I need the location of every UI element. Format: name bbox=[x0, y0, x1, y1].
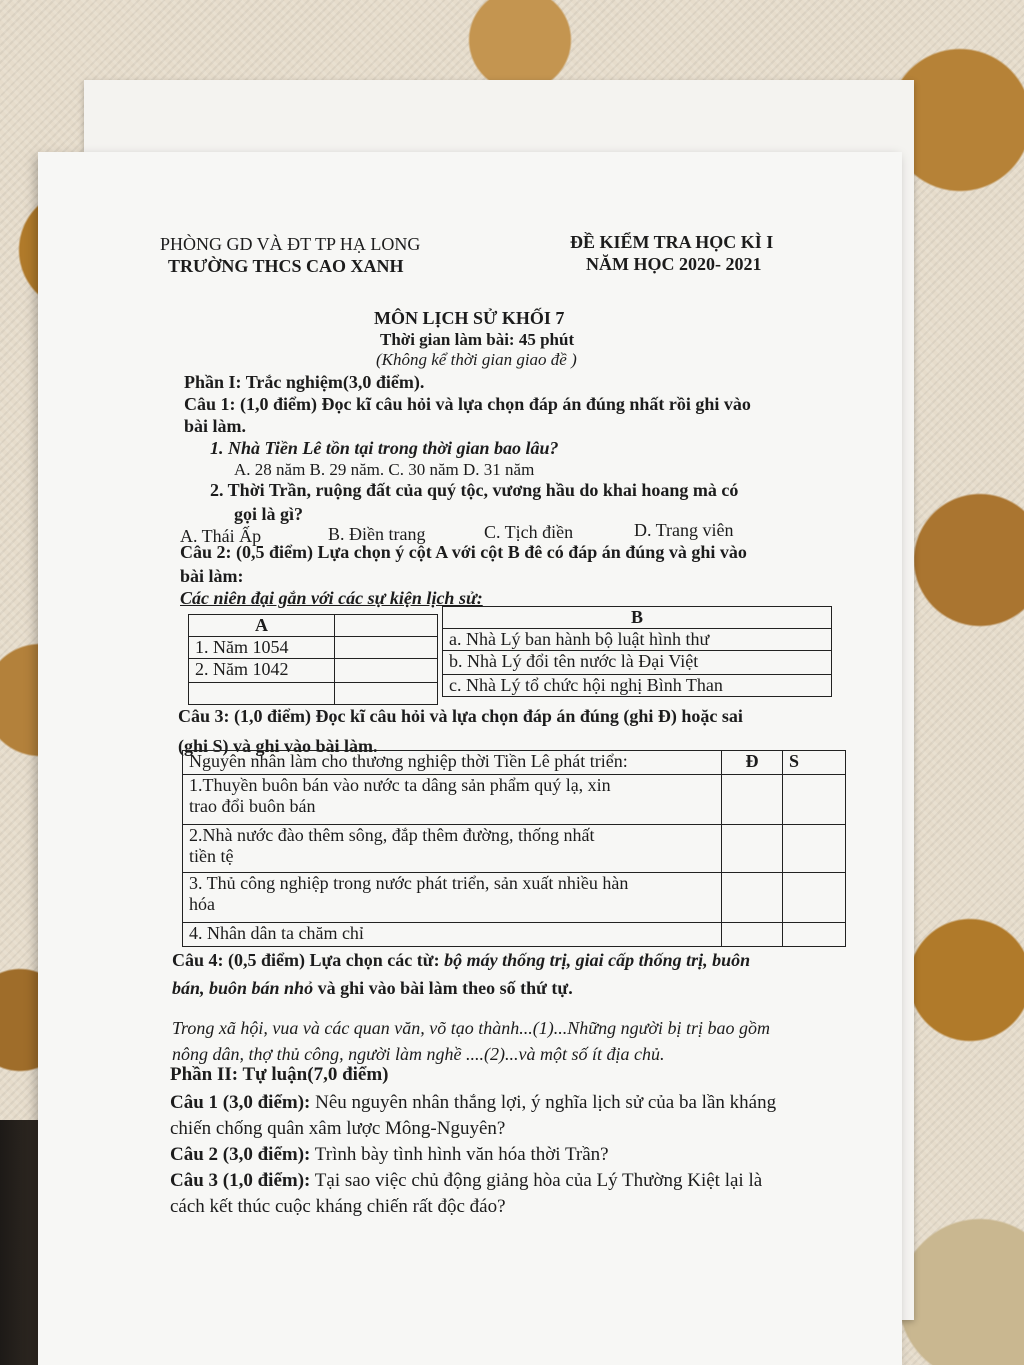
exam-time-note: (Không kể thời gian giao đề ) bbox=[376, 350, 577, 369]
q4-prompt-line1 bbox=[172, 950, 750, 971]
q2-b-row: a. Nhà Lý ban hành bộ luật hình thư bbox=[443, 629, 832, 651]
q3-row bbox=[183, 923, 722, 947]
exam-sheet bbox=[38, 152, 902, 1365]
q2-table-a-spacer bbox=[335, 615, 438, 637]
q1-item1-answers: A. 28 năm B. 29 năm. C. 30 năm D. 31 năm bbox=[234, 460, 535, 479]
q4-text-line2: nông dân, thợ thủ công, người làm nghề ....(2)...và một số ít địa chủ. bbox=[172, 1044, 665, 1064]
q2-a-answer-cell bbox=[335, 637, 438, 659]
q1-item2-line2: gọi là gì? bbox=[234, 504, 304, 524]
subject-title: MÔN LỊCH SỬ KHỐI 7 bbox=[374, 308, 565, 328]
essay-q1-text: Nêu nguyên nhân thắng lợi, ý nghĩa lịch sử của ba lần kháng bbox=[310, 1092, 777, 1113]
q3-row-text: hóa bbox=[189, 894, 215, 914]
q2-b-row: c. Nhà Lý tổ chức hội nghị Bình Than bbox=[443, 675, 832, 697]
school-name: TRƯỜNG THCS CAO XANH bbox=[168, 256, 404, 276]
q2-a-answer-cell bbox=[335, 659, 438, 683]
q3-row bbox=[183, 873, 722, 923]
q3-row bbox=[183, 825, 722, 873]
q3-row-text: 4. Nhân dân ta chăm chỉ bbox=[189, 923, 364, 943]
q2-caption: Các niên đại gắn với các sự kiện lịch sử: bbox=[180, 588, 483, 608]
q3-answer-d bbox=[722, 873, 783, 923]
school-year: NĂM HỌC 2020- 2021 bbox=[586, 254, 762, 274]
essay-q1-label: Câu 1 (3,0 điểm): bbox=[170, 1092, 311, 1113]
q3-row-text: 1.Thuyền buôn bán vào nước ta dâng sản phẩm quý lạ, xin bbox=[189, 775, 611, 795]
essay-q3-line1 bbox=[170, 1170, 762, 1192]
q2-a-row: 1. Năm 1054 bbox=[189, 637, 335, 659]
part1-title: Phần I: Trắc nghiệm(3,0 điểm). bbox=[184, 372, 425, 392]
q2-b-row: b. Nhà Lý đổi tên nước là Đại Việt bbox=[443, 651, 832, 675]
q3-answer-d bbox=[722, 923, 783, 947]
q3-answer-d bbox=[722, 825, 783, 873]
q2-prompt-line2: bài làm: bbox=[180, 566, 244, 586]
essay-q2-label: Câu 2 (3,0 điểm): bbox=[170, 1144, 311, 1165]
q1-item2-answer-a: A. Thái Ấp bbox=[180, 526, 262, 546]
q3-row-text: tiền tệ bbox=[189, 846, 234, 866]
q3-answer-s bbox=[783, 923, 846, 947]
q1-prompt-line2: bài làm. bbox=[184, 416, 247, 436]
q2-col-b-header: B bbox=[443, 607, 832, 629]
q2-a-answer-cell bbox=[335, 683, 438, 705]
q3-row-text: 3. Thủ công nghiệp trong nước phát triển, sản xuất nhiều hàn bbox=[189, 873, 629, 893]
essay-q1-line1 bbox=[170, 1092, 776, 1114]
q2-table-a bbox=[188, 614, 438, 705]
dept-name: PHÒNG GD VÀ ĐT TP HẠ LONG bbox=[160, 234, 421, 254]
q1-item2-answer-d: D. Trang viên bbox=[634, 520, 734, 540]
q1-item1: 1. Nhà Tiền Lê tồn tại trong thời gian bao lâu? bbox=[210, 438, 559, 458]
q2-a-row bbox=[189, 683, 335, 705]
q3-col-s: S bbox=[783, 751, 846, 775]
q1-item2-answer-c: C. Tịch điền bbox=[484, 522, 574, 542]
essay-q1-line2: chiến chống quân xâm lược Mông-Nguyên? bbox=[170, 1118, 506, 1139]
q4-word-options: bộ máy thống trị, giai cấp thống trị, buôn bbox=[444, 950, 751, 970]
q3-header: Nguyên nhân làm cho thương nghiệp thời Tiền Lê phát triển: bbox=[183, 751, 722, 775]
q3-row-text: trao đổi buôn bán bbox=[189, 796, 316, 816]
q2-table-b bbox=[442, 606, 832, 697]
q4-prompt-line2 bbox=[172, 978, 573, 999]
q4-text-line1: Trong xã hội, vua và các quan văn, võ tạo thành...(1)...Những người bị trị bao gồm bbox=[172, 1018, 771, 1038]
q3-prompt-line2: (ghi S) và ghi vào bài làm. bbox=[178, 736, 378, 756]
q4-prompt-label: Câu 4: (0,5 điểm) Lựa chọn các từ: bbox=[172, 950, 445, 970]
exam-title: ĐỀ KIỂM TRA HỌC KÌ I bbox=[570, 232, 774, 252]
essay-q2-text: Trình bày tình hình văn hóa thời Trần? bbox=[310, 1144, 609, 1165]
q3-answer-s bbox=[783, 825, 846, 873]
essay-q3-label: Câu 3 (1,0 điểm): bbox=[170, 1170, 311, 1191]
q3-col-d: Đ bbox=[722, 751, 783, 775]
q3-answer-d bbox=[722, 775, 783, 825]
q1-prompt-line1: Câu 1: (1,0 điểm) Đọc kĩ câu hỏi và lựa chọn đáp án đúng nhất rồi ghi vào bbox=[184, 394, 751, 414]
essay-q3-line2: cách kết thúc cuộc kháng chiến rất độc đáo? bbox=[170, 1196, 506, 1217]
q4-word-options-cont: bán, buôn bán nhỏ bbox=[172, 978, 314, 998]
q3-row bbox=[183, 775, 722, 825]
q2-prompt-line1: Câu 2: (0,5 điểm) Lựa chọn ý cột A với cột B đê có đáp án đúng và ghi vào bbox=[180, 542, 747, 562]
q3-answer-s bbox=[783, 775, 846, 825]
q4-instruction: và ghi vào bài làm theo số thứ tự. bbox=[313, 978, 573, 998]
exam-time: Thời gian làm bài: 45 phút bbox=[380, 330, 575, 349]
essay-q3-text: Tại sao việc chủ động giảng hòa của Lý Thường Kiệt lại là bbox=[310, 1170, 763, 1191]
part2-title: Phần II: Tự luận(7,0 điểm) bbox=[170, 1064, 389, 1085]
q1-item2-answer-b: B. Điền trang bbox=[328, 524, 426, 544]
q2-a-row: 2. Năm 1042 bbox=[189, 659, 335, 683]
q3-table bbox=[182, 750, 846, 947]
essay-q2 bbox=[170, 1144, 609, 1166]
q2-col-a-header: A bbox=[189, 615, 335, 637]
q1-item2-line1: 2. Thời Trần, ruộng đất của quý tộc, vương hầu do khai hoang mà có bbox=[210, 480, 739, 500]
q3-answer-s bbox=[783, 873, 846, 923]
q3-prompt-line1: Câu 3: (1,0 điểm) Đọc kĩ câu hỏi và lựa chọn đáp án đúng (ghi Đ) hoặc sai bbox=[178, 706, 743, 726]
q3-row-text: 2.Nhà nước đào thêm sông, đắp thêm đường, thống nhất bbox=[189, 825, 595, 845]
